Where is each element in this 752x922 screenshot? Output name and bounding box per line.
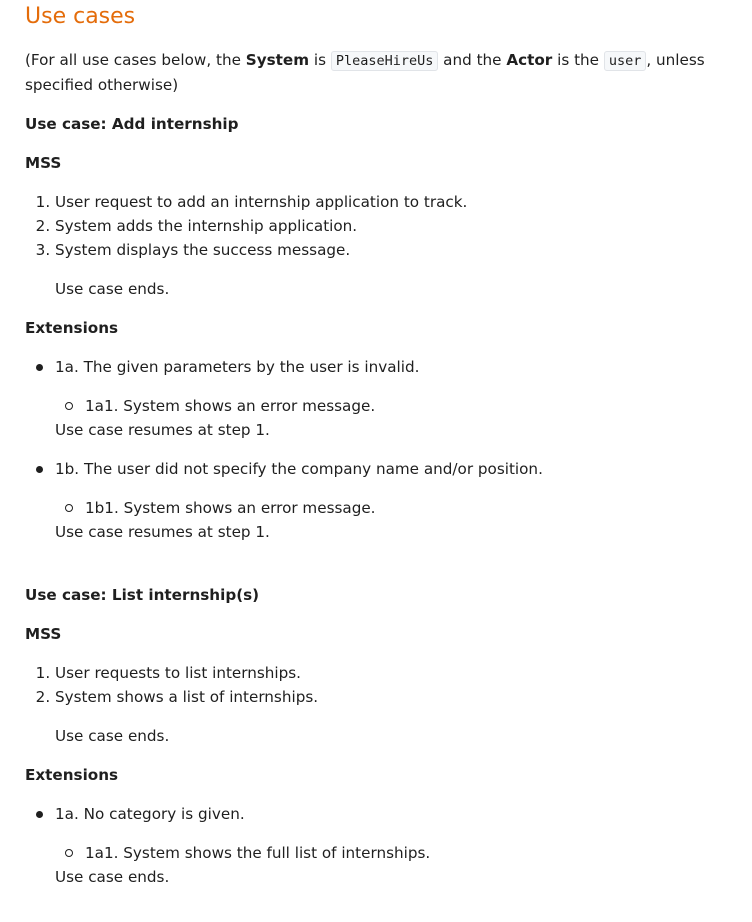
sub-item-text: 1a1. System shows an error message. [85,397,376,415]
bullet-icon [36,364,43,371]
intro-prefix: (For all use cases below, the [25,51,246,69]
extension-resume: Use case resumes at step 1. [55,421,270,439]
list-item: 2. System adds the internship application. [55,214,730,238]
use-case-1-steps [25,190,730,262]
extension-item [55,355,730,442]
extension-sublist [55,496,730,520]
circle-bullet-icon [65,504,73,512]
use-case-2-steps [25,661,730,709]
extension-sublist [55,394,730,418]
sub-item [85,394,730,418]
system-code: PleaseHireUs [331,51,439,71]
document-body [25,0,730,889]
use-case-2-ends: Use case ends. [55,727,170,745]
use-case-2-heading: Use case: List internship(s) [25,586,260,604]
list-item: 1. User request to add an internship application to track. [55,190,730,214]
sub-item-text: 1a1. System shows the full list of internships. [85,844,431,862]
sub-item [85,841,730,865]
list-item: 2. System shows a list of internships. [55,685,730,709]
intro-and-the: and the [438,51,507,69]
extension-item [55,457,730,544]
sub-item [85,496,730,520]
use-case-2-extensions [25,802,730,889]
use-case-1-extensions [25,355,730,544]
circle-bullet-icon [65,402,73,410]
system-label: System [245,51,310,69]
extension-item [55,802,730,889]
extension-text: 1b. The user did not specify the company name and/or position. [55,460,543,478]
list-item: 3. System displays the success message. [55,238,730,262]
extension-resume: Use case resumes at step 1. [55,523,270,541]
use-case-1-ends: Use case ends. [55,280,170,298]
use-case-1-extensions-label: Extensions [25,319,119,337]
use-case-1-mss-label: MSS [25,154,62,172]
extension-text: 1a. The given parameters by the user is invalid. [55,358,420,376]
use-case-1-heading: Use case: Add internship [25,115,239,133]
extension-sublist [55,841,730,865]
actor-label: Actor [506,51,553,69]
extension-text: 1a. No category is given. [55,805,245,823]
actor-code: user [604,51,647,71]
circle-bullet-icon [65,849,73,857]
intro-is-the: is the [552,51,604,69]
use-case-2-extensions-label: Extensions [25,766,119,784]
sub-item-text: 1b1. System shows an error message. [85,499,376,517]
use-case-2-mss-label: MSS [25,625,62,643]
intro-suffix: , unless specified otherwise) [25,51,705,94]
list-item: 1. User requests to list internships. [55,661,730,685]
intro-is: is [309,51,331,69]
extension-resume: Use case ends. [55,868,170,886]
intro-paragraph [25,48,730,97]
bullet-icon [36,466,43,473]
page-title: Use cases [25,4,136,29]
bullet-icon [36,811,43,818]
